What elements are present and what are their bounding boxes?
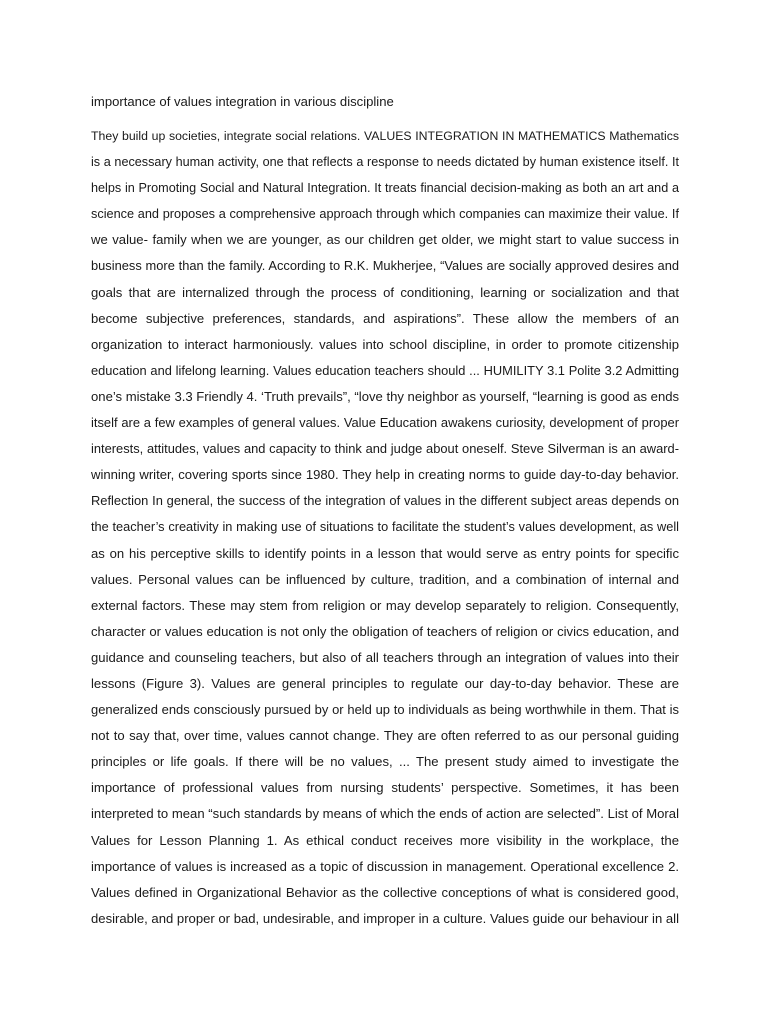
body-text-line: not to say that, over time, values cannot change. They are often referred to as our personal guiding	[91, 728, 679, 744]
document-body	[91, 127, 679, 936]
body-text-line: values. Personal values can be influenced by culture, tradition, and a combination of internal and	[91, 571, 679, 587]
body-text-line: They build up societies, integrate social relations. VALUES INTEGRATION IN MATHEMATICS Mathematics	[91, 129, 679, 143]
body-text-line: character or values education is not only the obligation of teachers of religion or civics education, and	[91, 623, 679, 639]
body-text-line: importance of professional values from nursing students’ perspective. Sometimes, it has been	[91, 780, 679, 796]
body-text-line: we value- family when we are younger, as our children get older, we might start to value success in	[91, 232, 679, 248]
body-text-line: as on his perceptive skills to identify points in a lesson that would serve as entry points for specific	[91, 545, 679, 561]
body-text-line: lessons (Figure 3). Values are general principles to regulate our day-to-day behavior. These are	[91, 675, 679, 691]
body-text-line: science and proposes a comprehensive approach through which companies can maximize their value. If	[91, 206, 679, 222]
body-text-line: desirable, and proper or bad, undesirable, and improper in a culture. Values guide our behaviour in all	[91, 910, 679, 926]
body-text-line: the teacher’s creativity in making use of situations to facilitate the student’s values development, as well	[91, 519, 679, 535]
body-text-line: interests, attitudes, values and capacity to think and judge about oneself. Steve Silverman is an award-	[91, 441, 679, 457]
body-text-line: business more than the family. According to R.K. Mukherjee, “Values are socially approved desires and	[91, 258, 679, 274]
body-text-line: guidance and counseling teachers, but also of all teachers through an integration of values into their	[91, 649, 679, 665]
body-text-line: organization to interact harmoniously. values into school discipline, in order to promote citizenship	[91, 336, 679, 352]
body-text-line: itself are a few examples of general values. Value Education awakens curiosity, development of proper	[91, 415, 679, 431]
body-text-line: one’s mistake 3.3 Friendly 4. ‘Truth prevails”, “love thy neighbor as yourself, “learning is good as ends	[91, 388, 679, 404]
body-text-line: become subjective preferences, standards, and aspirations”. These allow the members of an	[91, 310, 679, 326]
body-text-line: Values defined in Organizational Behavior as the collective conceptions of what is considered good,	[91, 884, 679, 900]
body-text-line: helps in Promoting Social and Natural Integration. It treats financial decision-making as both an art and a	[91, 181, 679, 196]
body-text-line: is a necessary human activity, one that reflects a response to needs dictated by human existence itself. It	[91, 155, 679, 170]
body-text-line: generalized ends consciously pursued by or held up to individuals as being worthwhile in them. That is	[91, 702, 679, 718]
body-text-line: importance of values is increased as a topic of discussion in management. Operational excellence 2.	[91, 858, 679, 874]
body-text-line: goals that are internalized through the process of conditioning, learning or socialization and that	[91, 284, 679, 300]
body-text-line: Reflection In general, the success of the integration of values in the different subject areas depends on	[91, 493, 679, 509]
body-text-line: winning writer, covering sports since 1980. They help in creating norms to guide day-to-day behavior.	[91, 467, 679, 483]
body-text-line: Values for Lesson Planning 1. As ethical conduct receives more visibility in the workplace, the	[91, 832, 679, 848]
document-title: importance of values integration in various discipline	[91, 94, 394, 109]
body-text-line: education and lifelong learning. Values education teachers should ... HUMILITY 3.1 Polite 3.2 Admitting	[91, 362, 679, 378]
body-text-line: principles or life goals. If there will be no values, ... The present study aimed to investigate the	[91, 754, 679, 770]
body-text-line: interpreted to mean “such standards by means of which the ends of action are selected”. List of Moral	[91, 806, 679, 822]
body-text-line: external factors. These may stem from religion or may develop separately to religion. Consequently,	[91, 597, 679, 613]
